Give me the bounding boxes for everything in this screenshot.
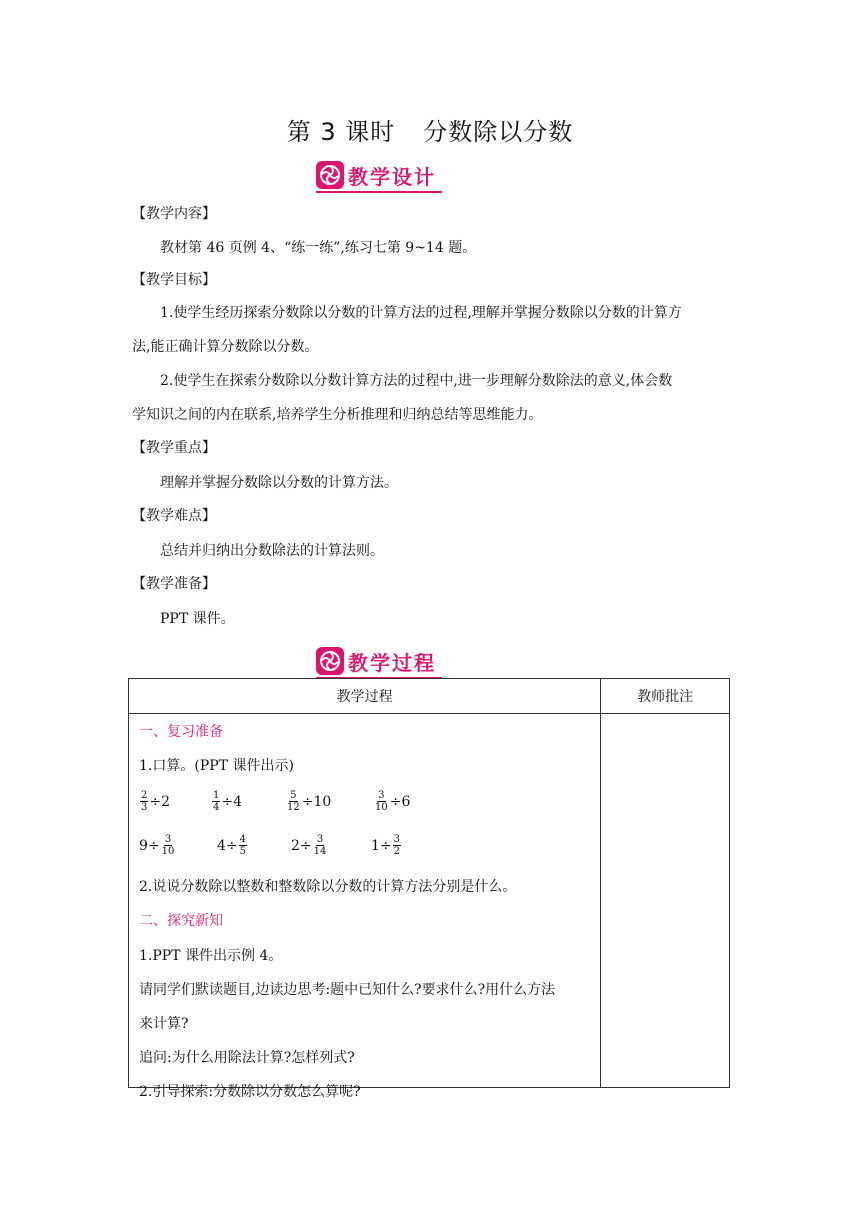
swirl-logo-icon — [316, 647, 344, 675]
goal-1-line-1: 1.使学生经历探索分数除以分数的计算方法的过程,理解并掌握分数除以分数的计算方 — [160, 305, 682, 321]
page-title — [0, 112, 860, 147]
lesson-number: 第 3 课时 — [286, 118, 396, 146]
heading-goals: 【教学目标】 — [132, 272, 216, 288]
heading-key-points: 【教学重点】 — [132, 440, 216, 456]
swirl-logo-icon — [316, 161, 344, 189]
teaching-design-banner — [316, 160, 436, 190]
expr-7: 2÷ $\frac{3}{14}$ — [291, 834, 327, 857]
expr-1: $\frac{2}{3}$ ÷2 — [141, 790, 171, 813]
table-header-row — [129, 679, 730, 714]
banner-label: 教学设计 — [348, 164, 436, 189]
section-explore: 二、探究新知 — [139, 913, 223, 929]
section-review: 一、复习准备 — [139, 724, 223, 740]
lesson-topic: 分数除以分数 — [423, 118, 574, 146]
read-question-line-1: 请同学们默读题目,边读边思考:题中已知什么?要求什么?用什么方法 — [139, 982, 556, 998]
teaching-process-table — [128, 678, 730, 1100]
expr-3: $\frac{5}{12}$ ÷10 — [287, 790, 332, 813]
explain-methods-line: 2.说说分数除以整数和整数除以分数的计算方法分别是什么。 — [139, 879, 517, 895]
oral-calc-line: 1.口算。(PPT 课件出示) — [139, 758, 294, 774]
column-header-notes: 教师批注 — [601, 679, 730, 714]
expr-6: 4÷ $\frac{4}{5}$ — [217, 834, 247, 857]
expr-5: 9÷ $\frac{3}{10}$ — [139, 834, 175, 857]
teacher-notes-cell — [601, 714, 730, 1088]
guide-explore-line: 2.引导探索:分数除以分数怎么算呢? — [139, 1084, 361, 1100]
goal-2-line-1: 2.使学生在探索分数除以分数计算方法的过程中,进一步理解分数除法的意义,体会数 — [160, 373, 673, 389]
follow-up-line: 追问:为什么用除法计算?怎样列式? — [139, 1050, 355, 1066]
difficulties-text: 总结并归纳出分数除法的计算法则。 — [160, 543, 384, 559]
heading-difficulties: 【教学难点】 — [132, 508, 216, 524]
teaching-process-banner — [316, 646, 436, 676]
goal-2-line-2: 学知识之间的内在联系,培养学生分析推理和归纳总结等思维能力。 — [132, 407, 543, 423]
read-question-line-2: 来计算? — [139, 1016, 189, 1032]
process-cell — [129, 714, 601, 1100]
column-header-process: 教学过程 — [129, 679, 601, 714]
expr-2: $\frac{1}{4}$ ÷4 — [213, 790, 243, 813]
banner-label: 教学过程 — [348, 650, 436, 675]
goal-1-line-2: 法,能正确计算分数除以分数。 — [132, 339, 319, 355]
heading-content: 【教学内容】 — [132, 206, 216, 222]
expr-8: 1÷ $\frac{3}{2}$ — [371, 834, 401, 857]
banner-underline — [316, 191, 442, 193]
heading-preparation: 【教学准备】 — [132, 576, 216, 592]
key-points-text: 理解并掌握分数除以分数的计算方法。 — [160, 475, 398, 491]
expr-4: $\frac{3}{10}$ ÷6 — [375, 790, 411, 813]
example-line: 1.PPT 课件出示例 4。 — [139, 948, 283, 964]
table-row — [129, 714, 730, 1088]
content-text: 教材第 46 页例 4、“练一练”,练习七第 9~14 题。 — [160, 240, 477, 256]
preparation-text: PPT 课件。 — [160, 611, 235, 627]
